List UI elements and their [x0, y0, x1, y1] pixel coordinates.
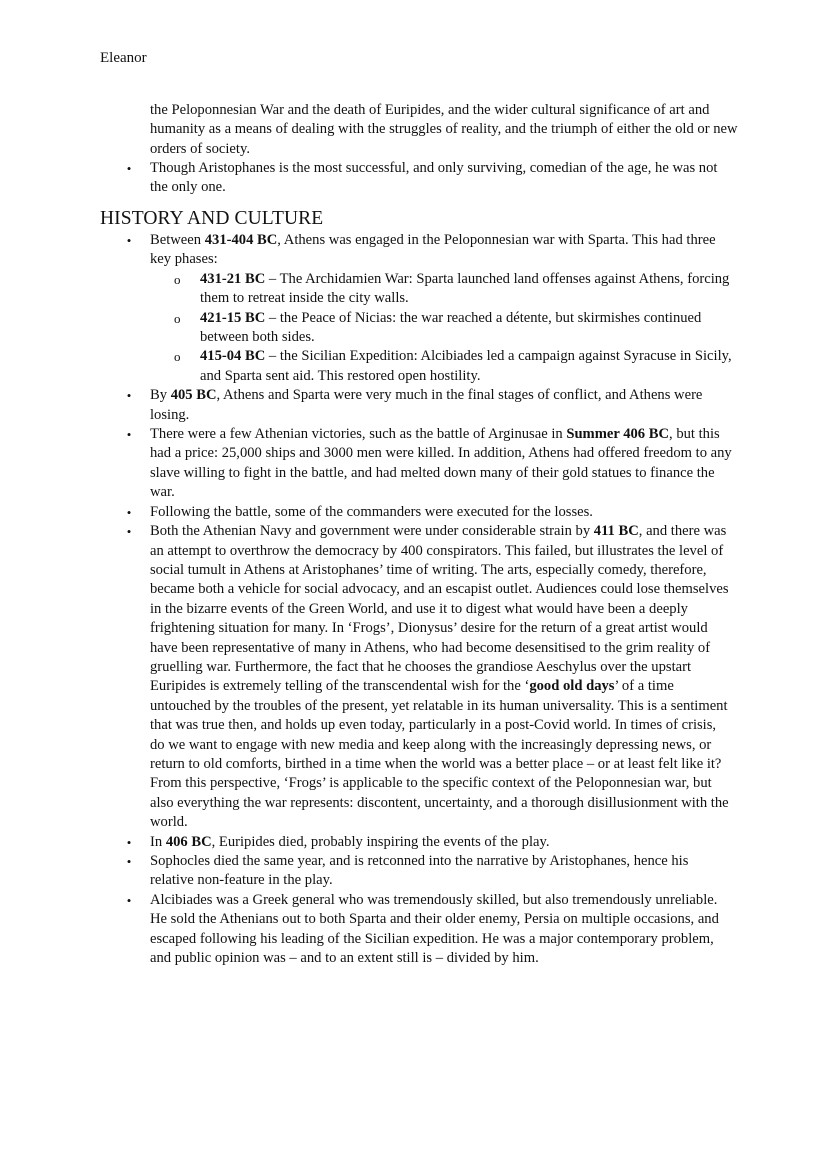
text-run: Following the battle, some of the commanders were executed for the losses. — [150, 503, 593, 520]
phase-sublist — [150, 270, 732, 386]
text-run: By — [150, 387, 171, 404]
list-item — [126, 503, 732, 522]
date-emphasis: 406 BC — [165, 833, 212, 850]
date-emphasis: 431-404 BC — [204, 232, 278, 248]
phrase-emphasis: good old days — [529, 678, 615, 695]
circle-bullet-icon: o — [174, 271, 181, 287]
text-run: , but this had a price: 25,000 ships and 3000 men were killed. In addition, Athens had offered freedom to any slave willing to fight in the battle, and had melted down many of their gold statues to finance the war. — [150, 426, 732, 501]
text-run: , Euripides died, probably inspiring the events of the play. — [211, 833, 550, 850]
bullet-icon: • — [126, 834, 132, 850]
list-item-text: Though Aristophanes is the most successful, and only surviving, comedian of the age, he was not the only one. — [150, 160, 718, 196]
bullet-icon: • — [126, 854, 132, 869]
history-list — [126, 231, 732, 968]
text-run: ’ of a time untouched by the troubles of the present, yet relatable in its human universality. This is a sentiment that was true then, and holds up even today, particularly in a post-Covid world. In times of crisis, do we want to engage with new media and keep along with the increasingly depressing news, or return to old comforts, birthed in a time when the world was a better place – or at least felt like it? From this perspective, ‘Frogs’ is applicable to the specific context of the Peloponnesian war, but also everything the war represents: discontent, uncertainty, and a thorough disillusionment with the world. — [150, 678, 729, 831]
date-emphasis: 411 BC — [593, 523, 639, 540]
text-run: Alcibiades was a Greek general who was tremendously skilled, but also tremendously unreliable. He sold the Athenians out to both Sparta and their older enemy, Persia on multiple occasions, and escaped following his leading of the Sicilian expedition. He was a major contemporary problem, and public opinion was – and to an extent still is – divided by him. — [150, 891, 719, 967]
circle-bullet-icon: o — [174, 349, 181, 365]
list-item — [126, 386, 732, 425]
date-emphasis: 431-21 BC — [200, 270, 266, 287]
date-emphasis: Summer 406 BC — [566, 426, 670, 443]
author-name: Eleanor — [100, 50, 147, 66]
text-run: There were a few Athenian victories, such as the battle of Arginusae in — [150, 426, 567, 443]
sublist-item — [174, 270, 732, 309]
bullet-icon: • — [126, 504, 132, 520]
intro-list — [126, 159, 730, 198]
bullet-icon: • — [126, 427, 132, 443]
sublist-item — [174, 347, 732, 386]
date-emphasis: 415-04 BC — [200, 348, 266, 365]
continuation-paragraph: the Peloponnesian War and the death of Euripides, and the wider cultural significance of art and humanity as a means of dealing with the struggles of reality, and the triumph of either the old or new orders of society. — [150, 102, 738, 157]
text-run: , and there was an attempt to overthrow the democracy by 400 conspirators. This failed, but illustrates the level of social tumult in Athens at Aristophanes’ time of writing. The arts, especially comedy, therefore, became both a vehicle for social advocacy, and an escapist outlet. Audiences could lose themselves in the bizarre events of the Green World, and use it to digest what would have been a deeply frightening situation for many. In ‘Frogs’, Dionysus’ desire for the return of a great artist would have been representative of many in Athens, who had become desensitised to the grim reality of gruelling war. Furthermore, the fact that he chooses the grandiose Aeschylus over the upstart Euripides is extremely telling of the transcendental wish for the ‘ — [150, 523, 729, 695]
date-emphasis: 405 BC — [170, 387, 217, 404]
sublist-item — [174, 309, 732, 348]
list-item — [126, 425, 732, 503]
text-run: In — [150, 833, 166, 850]
text-run: Both the Athenian Navy and government were under considerable strain by — [150, 523, 594, 540]
list-item — [126, 231, 732, 386]
bullet-icon: • — [126, 161, 132, 176]
section-heading: HISTORY AND CULTURE — [100, 208, 324, 229]
circle-bullet-icon: o — [174, 310, 181, 326]
text-run: Sophocles died the same year, and is retconned into the narrative by Aristophanes, hence his relative non-feature in the play. — [150, 853, 689, 889]
bullet-icon: • — [126, 524, 132, 540]
bullet-icon: • — [126, 892, 132, 908]
text-run: , Athens and Sparta were very much in the final stages of conflict, and Athens were losing. — [150, 387, 703, 423]
text-run: Between — [150, 232, 205, 248]
list-item — [126, 891, 732, 969]
list-item — [126, 159, 730, 198]
list-item — [126, 522, 732, 833]
bullet-icon: • — [126, 233, 132, 248]
list-item — [126, 833, 732, 852]
text-run: – The Archidamien War: Sparta launched land offenses against Athens, forcing them to retreat inside the city walls. — [200, 270, 730, 307]
text-run: – the Sicilian Expedition: Alcibiades led a campaign against Syracuse in Sicily, and Sparta sent aid. This restored open hostility. — [200, 348, 732, 384]
bullet-icon: • — [126, 388, 132, 404]
text-run: – the Peace of Nicias: the war reached a détente, but skirmishes continued between both sides. — [200, 309, 702, 346]
list-item — [126, 852, 732, 891]
date-emphasis: 421-15 BC — [200, 309, 266, 326]
text-run: , Athens was engaged in the Peloponnesian war with Sparta. This had three key phases: — [150, 232, 716, 268]
